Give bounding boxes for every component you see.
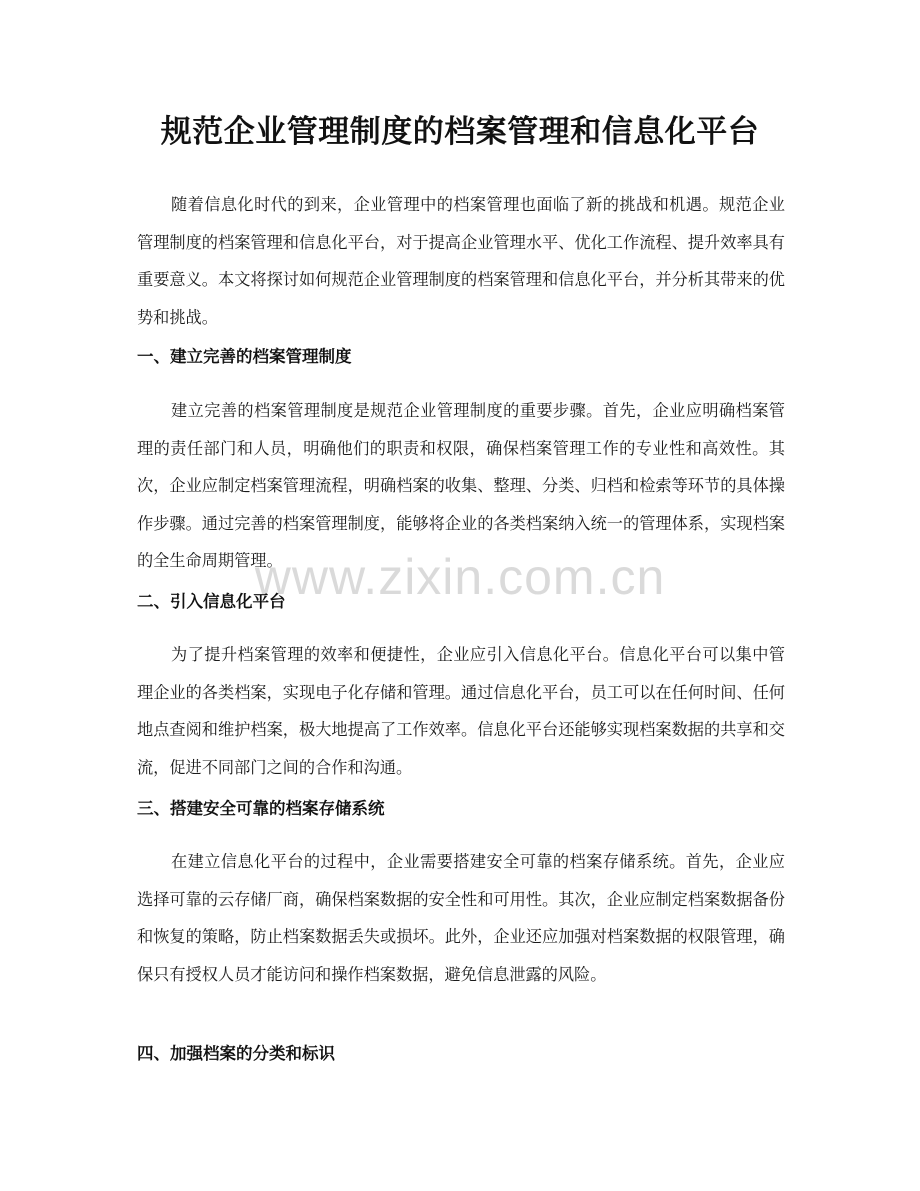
section-3-heading: 三、搭建安全可靠的档案存储系统: [137, 799, 385, 818]
section-2-heading: 二、引入信息化平台: [137, 592, 286, 611]
section-3-body: 在建立信息化平台的过程中，企业需要搭建安全可靠的档案存储系统。首先，企业应选择可靠的云存储厂商，确保档案数据的安全性和可用性。其次，企业应制定档案数据备份和恢复的策略，防止档案数据丢失或损坏。此外，企业还应加强对档案数据的权限管理，确保只有授权人员才能访问和操作档案数据，避免信息泄露的风险。: [137, 852, 785, 984]
section-2-body: 为了提升档案管理的效率和便捷性，企业应引入信息化平台。信息化平台可以集中管理企业的各类档案，实现电子化存储和管理。通过信息化平台，员工可以在任何时间、任何地点查阅和维护档案，极大地提高了工作效率。信息化平台还能够实现档案数据的共享和交流，促进不同部门之间的合作和沟通。: [137, 645, 785, 777]
section-1-body: 建立完善的档案管理制度是规范企业管理制度的重要步骤。首先，企业应明确档案管理的责任部门和人员，明确他们的职责和权限，确保档案管理工作的专业性和高效性。其次，企业应制定档案管理流程，明确档案的收集、整理、分类、归档和检索等环节的具体操作步骤。通过完善的档案管理制度，能够将企业的各类档案纳入统一的管理体系，实现档案的全生命周期管理。: [137, 401, 785, 570]
document-title: 规范企业管理制度的档案管理和信息化平台: [160, 114, 760, 150]
section-4-heading: 四、加强档案的分类和标识: [137, 1044, 335, 1063]
watermark-text: www.zixin.com.cn: [254, 549, 666, 605]
intro-paragraph: 随着信息化时代的到来，企业管理中的档案管理也面临了新的挑战和机遇。规范企业管理制度的档案管理和信息化平台，对于提高企业管理水平、优化工作流程、提升效率具有重要意义。本文将探讨如何规范企业管理制度的档案管理和信息化平台，并分析其带来的优势和挑战。: [137, 195, 785, 327]
section-1-heading: 一、建立完善的档案管理制度: [137, 347, 352, 366]
